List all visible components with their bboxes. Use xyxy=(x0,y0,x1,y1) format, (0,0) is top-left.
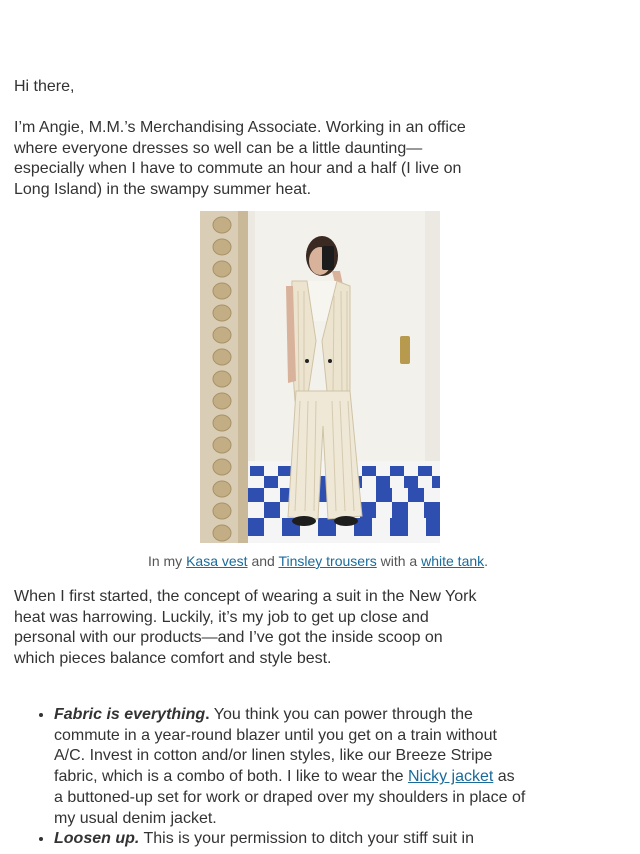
body-paragraph: When I first started, the concept of wearing a suit in the New York heat was harrowing. Luckily, it’s my job to get up close and personal with our products—and I’ve got the inside scoop on which pieces balance comfort and style best. xyxy=(14,588,477,668)
kasa-vest-link[interactable]: Kasa vest xyxy=(186,553,248,569)
outfit-photo xyxy=(200,211,440,543)
caption-and: and xyxy=(251,553,275,569)
tip-text: This is your permission to ditch your stiff suit in xyxy=(139,830,474,848)
list-item xyxy=(54,829,526,850)
tip-heading: Loosen up. xyxy=(54,830,140,848)
tips-list xyxy=(14,705,526,850)
caption-suffix: . xyxy=(484,553,489,569)
greeting: Hi there, xyxy=(14,78,75,95)
tinsley-trousers-link[interactable]: Tinsley trousers xyxy=(278,553,377,569)
mirror-selfie-image xyxy=(200,211,440,543)
white-tank-link[interactable]: white tank xyxy=(421,553,485,569)
nicky-jacket-link[interactable]: Nicky jacket xyxy=(407,768,494,786)
photo-caption xyxy=(14,551,622,571)
tip-text: You think you can power through the commute in a year-round blazer until you get on a train without A/C. Invest in cotton and/or linen styles, like our Breeze Stripe fabric, which is a combo of both. I like to wear the xyxy=(54,706,497,786)
intro-paragraph: I’m Angie, M.M.’s Merchandising Associate. Working in an office where everyone dresses so well can be a little daunting—especially when I have to commute an hour and a half (I live on Long Island) in the swampy summer heat. xyxy=(14,119,466,199)
tip-heading-punct: . xyxy=(205,706,210,723)
caption-with: with a xyxy=(380,553,418,569)
list-item xyxy=(54,705,526,829)
tip-text-after: as a buttoned-up set for work or draped over my shoulders in place of my usual denim jacket. xyxy=(54,768,526,827)
caption-prefix: In my xyxy=(147,553,183,569)
tip-heading: Fabric is everything xyxy=(54,706,206,723)
